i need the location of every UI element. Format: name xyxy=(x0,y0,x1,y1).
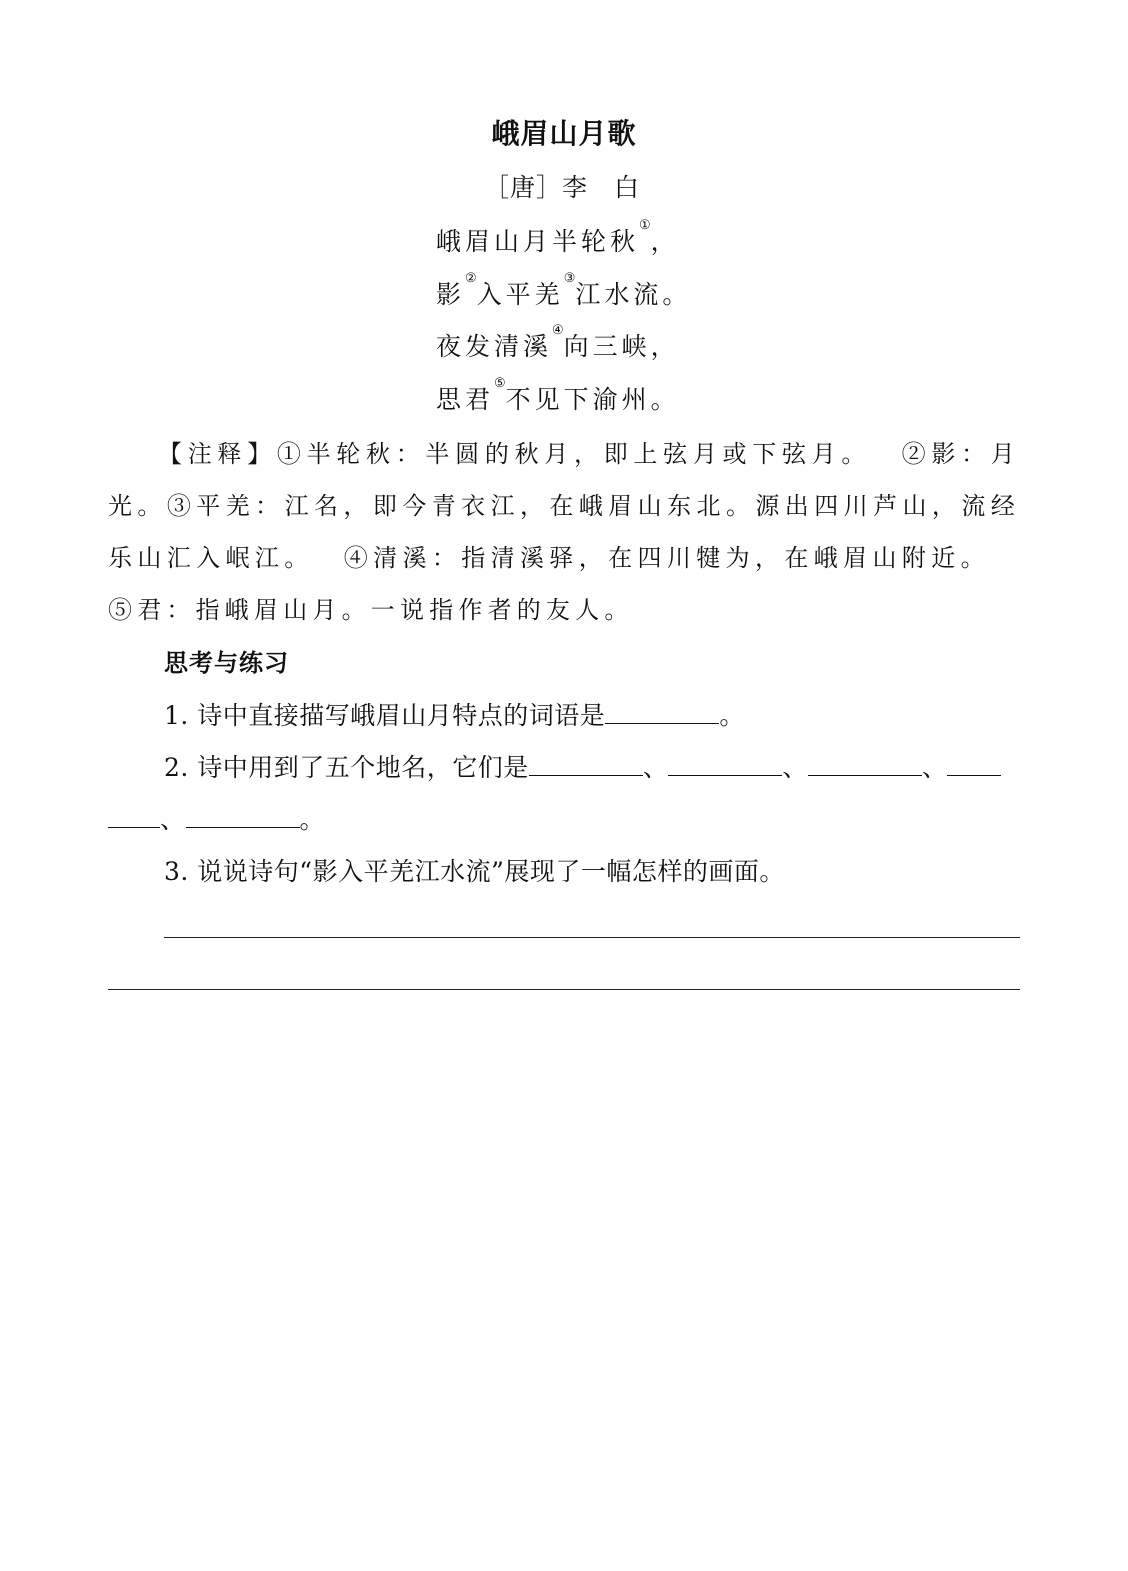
exercises-heading: 思考与练习 xyxy=(164,649,289,677)
poem-line-2: 影②入平羌③江水流。 xyxy=(436,271,692,309)
footnote-marker-1: ① xyxy=(639,218,651,233)
question-2: 2. 诗中用到了五个地名，它们是 、 、 、 xyxy=(164,748,1001,784)
annotation-3: ③平羌：江名，即今青衣江，在峨眉山东北。源出四川芦山，流经乐山汇入岷江。 xyxy=(108,492,1020,572)
question-1: 1. 诗中直接描写峨眉山月特点的词语是 。 xyxy=(164,696,745,732)
footnote-marker-3: ③ xyxy=(563,271,576,286)
footnote-marker-4: ④ xyxy=(552,323,564,338)
answer-blank[interactable] xyxy=(108,801,160,828)
answer-blank[interactable] xyxy=(668,749,782,776)
poem-title: 峨眉山月歌 xyxy=(491,117,637,150)
answer-blank[interactable] xyxy=(808,749,922,776)
annotations-label: 【注释】 xyxy=(158,440,277,468)
author-name-1: 李 xyxy=(562,173,589,202)
answer-blank[interactable] xyxy=(186,801,300,828)
annotation-4: ④清溪：指清溪驿，在四川犍为，在峨眉山附近。 xyxy=(343,544,991,572)
poem-line-1: 峨眉山月半轮秋①， xyxy=(436,218,680,256)
author-name-2: 白 xyxy=(614,173,641,202)
annotation-1: ①半轮秋：半圆的秋月，即上弦月或下弦月。 xyxy=(276,440,872,468)
footnote-marker-2: ② xyxy=(465,271,477,286)
poem-line-3: 夜发清溪④向三峡， xyxy=(436,323,680,361)
answer-blank[interactable] xyxy=(947,749,1001,776)
answer-line-1[interactable] xyxy=(164,937,1020,938)
annotation-2: ②影：月光。 xyxy=(108,440,1020,520)
question-3: 3. 说说诗句“影入平羌江水流”展现了一幅怎样的画面。 xyxy=(164,857,785,886)
annotation-5: ⑤君：指峨眉山月。一说指作者的友人。 xyxy=(108,596,634,624)
poem-line-4: 思君⑤不见下渝州。 xyxy=(436,376,680,414)
answer-blank[interactable] xyxy=(605,697,719,724)
answer-line-2[interactable] xyxy=(108,989,1020,990)
poem-dynasty: ［唐］ xyxy=(484,173,563,202)
answer-blank[interactable] xyxy=(529,749,643,776)
footnote-marker-5: ⑤ xyxy=(494,376,506,391)
annotations xyxy=(108,428,1020,636)
poem-author xyxy=(484,168,640,204)
question-2-continued: 、 。 xyxy=(108,800,325,836)
